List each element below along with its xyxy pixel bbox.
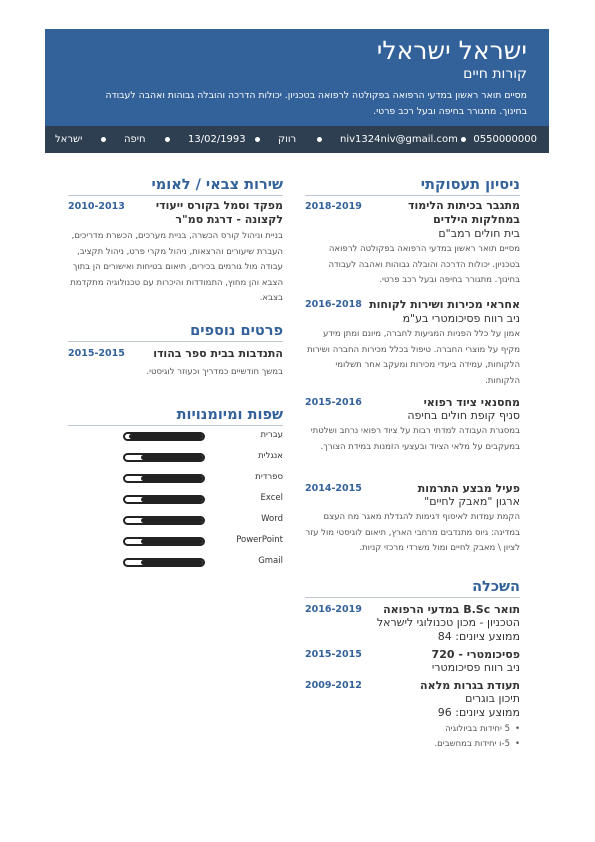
contact-country: ישראל bbox=[55, 134, 83, 145]
education-3-date: 2009-2012 bbox=[305, 680, 362, 691]
skill-level-fill bbox=[141, 497, 203, 502]
contact-bar bbox=[45, 126, 549, 153]
skill-level-bar bbox=[123, 537, 205, 546]
military-desc: בניית וניהול קורס הכשרה, בניית מערכים, הכשרת מדריכים, העברת שיעורים והרצאות, ניהול מקרי פרט, ניהול תקציב, עבודה מול גורמים בכירים, תיאום בטיחות ואישורים הן בתוך הצבא והן מחוץ, התמודדות והיכרות עם טכנולוגיה מתקדמת בצבא. bbox=[70, 231, 283, 303]
experience-2-org: ניב רווח פסיכומטרי בע"מ bbox=[402, 312, 520, 325]
skill-level-bar bbox=[123, 453, 205, 462]
skill-level-bar bbox=[123, 516, 205, 525]
list-item: • 5 יחידות בביולוגיה bbox=[434, 722, 520, 737]
skill-label: Excel bbox=[260, 493, 283, 503]
skill-level-bar bbox=[123, 432, 205, 441]
additional-role: התנדבות בבית ספר בהודו bbox=[153, 347, 283, 360]
experience-1-org: בית חולים רמב"ם bbox=[438, 227, 520, 240]
experience-4-desc: הקמת עמדות לאיסוף דגימות להגדלת מאגר מח העצם במדינה: גיוס מתנדבים מרחבי הארץ, תיאום לוגיסטי מול עזר לציון \ מאבק לחיים ומול משרדי מרכזי קניות. bbox=[305, 512, 520, 553]
document-subtitle: קורות חיים bbox=[463, 66, 527, 82]
skill-label: ספרדית bbox=[255, 472, 283, 482]
education-bullet-list bbox=[434, 722, 520, 752]
list-item: • 5-ו יחידות במחשבים. bbox=[434, 737, 520, 752]
experience-3-date: 2015-2016 bbox=[305, 397, 362, 408]
experience-2-date: 2016-2018 bbox=[305, 299, 362, 310]
experience-3-org: סניף קופת חולים בחיפה bbox=[407, 409, 520, 422]
additional-section-title: פרטים נוספים bbox=[68, 321, 283, 342]
experience-4-org: ארגון "מאבק לחיים" bbox=[424, 495, 520, 508]
education-1-school: הטכניון - מכון טכנולוגי לישראל bbox=[376, 616, 520, 629]
bullet-icon bbox=[461, 137, 466, 142]
skill-level-fill bbox=[141, 560, 203, 565]
skills-section-title: שפות ומיומנויות bbox=[68, 405, 283, 426]
contact-birthdate: 13/02/1993 bbox=[188, 134, 246, 145]
education-1-title: תואר B.Sc במדעי הרפואה bbox=[383, 603, 520, 616]
contact-status: רווק bbox=[278, 134, 297, 145]
education-3-grade: ממוצע ציונים: 96 bbox=[437, 706, 520, 719]
education-1-date: 2016-2019 bbox=[305, 604, 362, 615]
skill-level-fill bbox=[141, 518, 203, 523]
experience-4-date: 2014-2015 bbox=[305, 483, 362, 494]
experience-4-title: פעיל מבצע התרמות bbox=[417, 482, 520, 495]
additional-desc: במשך חודשיים כמדריך וכעוזר לוגיסטי. bbox=[146, 367, 283, 377]
education-3-school: תיכון בוגרים bbox=[465, 692, 520, 705]
military-date: 2010-2013 bbox=[68, 201, 125, 212]
experience-1-title: מתגבר בכיתות הלימוד במחלקות הילדים bbox=[407, 199, 520, 226]
skill-level-fill bbox=[129, 434, 203, 439]
bullet-icon bbox=[317, 137, 322, 142]
skill-label: אנגלית bbox=[258, 451, 283, 461]
skill-level-fill bbox=[141, 455, 203, 460]
skill-label: PowerPoint bbox=[236, 535, 283, 545]
bullet-icon bbox=[255, 137, 260, 142]
education-2-title: פסיכומטרי - 720 bbox=[431, 648, 520, 661]
experience-3-title: מחסנאי ציוד רפואי bbox=[423, 396, 520, 409]
skill-level-fill bbox=[141, 476, 203, 481]
skill-level-fill bbox=[141, 539, 203, 544]
experience-2-title: אחראי מכירות ושירות לקוחות bbox=[369, 298, 520, 311]
bullet-icon bbox=[101, 137, 106, 142]
education-2-school: ניב רווח פסיכומטרי bbox=[431, 661, 520, 674]
resume-header bbox=[45, 29, 549, 126]
profile-summary: מסיים תואר ראשון במדעי הרפואה בפקולטה לרפואה בטכניון. יכולות הדרכה והובלה גבוהות ואהבה לעבודה בחינוך. מתגורר בחיפה ובעל רכב פרטי. bbox=[105, 90, 527, 117]
person-name: ישראל ישראלי bbox=[376, 36, 527, 65]
experience-2-desc: אמון על כלל הפניות המגיעות לחברה, מיונם ומתן מידע מקיף על מוצרי החברה. טיפול בכלל מכירות החברה ושירות הלקוחות, עמידה ביעדי מכירות ומעקב אחר תשלומי הלקוחות. bbox=[307, 329, 520, 386]
military-section-title: שירות צבאי / לאומי bbox=[68, 175, 283, 196]
skill-label: Gmail bbox=[258, 556, 283, 566]
additional-date: 2015-2015 bbox=[68, 348, 125, 359]
education-3-title: תעודת בגרות מלאה bbox=[420, 679, 520, 692]
bullet-icon bbox=[165, 137, 170, 142]
contact-email: niv1324niv@gmail.com bbox=[340, 134, 458, 145]
education-section-title: השכלה bbox=[305, 577, 520, 598]
contact-phone: 0550000000 bbox=[473, 134, 537, 145]
experience-1-desc: מסיים תואר ראשון במדעי הרפואה בפקולטה לרפואה בטכניון. יכולות הדרכה והובלה גבוהות ואהבה לעבודה בחינוך. מתגורר בחיפה ובעל רכב פרטי. bbox=[328, 244, 520, 285]
skill-level-bar bbox=[123, 558, 205, 567]
skill-level-bar bbox=[123, 474, 205, 483]
experience-1-date: 2018-2019 bbox=[305, 201, 362, 212]
experience-section-title: ניסיון תעסוקתי bbox=[305, 175, 520, 196]
skill-label: עברית bbox=[260, 430, 283, 440]
contact-city: חיפה bbox=[124, 134, 146, 145]
education-2-date: 2015-2015 bbox=[305, 649, 362, 660]
military-role: מפקד וסמל בקורס ייעודי לקצונה - דרגת סמ"ר bbox=[155, 199, 283, 226]
experience-3-desc: במסגרת העבודה למדתי רבות על ציוד רפואי נרחב ושלטתי במעקבים על מלאי הציוד ובעצעי הזמנות במידת הצורך. bbox=[310, 426, 520, 452]
education-1-grade: ממוצע ציונים: 84 bbox=[437, 630, 520, 643]
skill-level-bar bbox=[123, 495, 205, 504]
skill-label: Word bbox=[261, 514, 283, 524]
